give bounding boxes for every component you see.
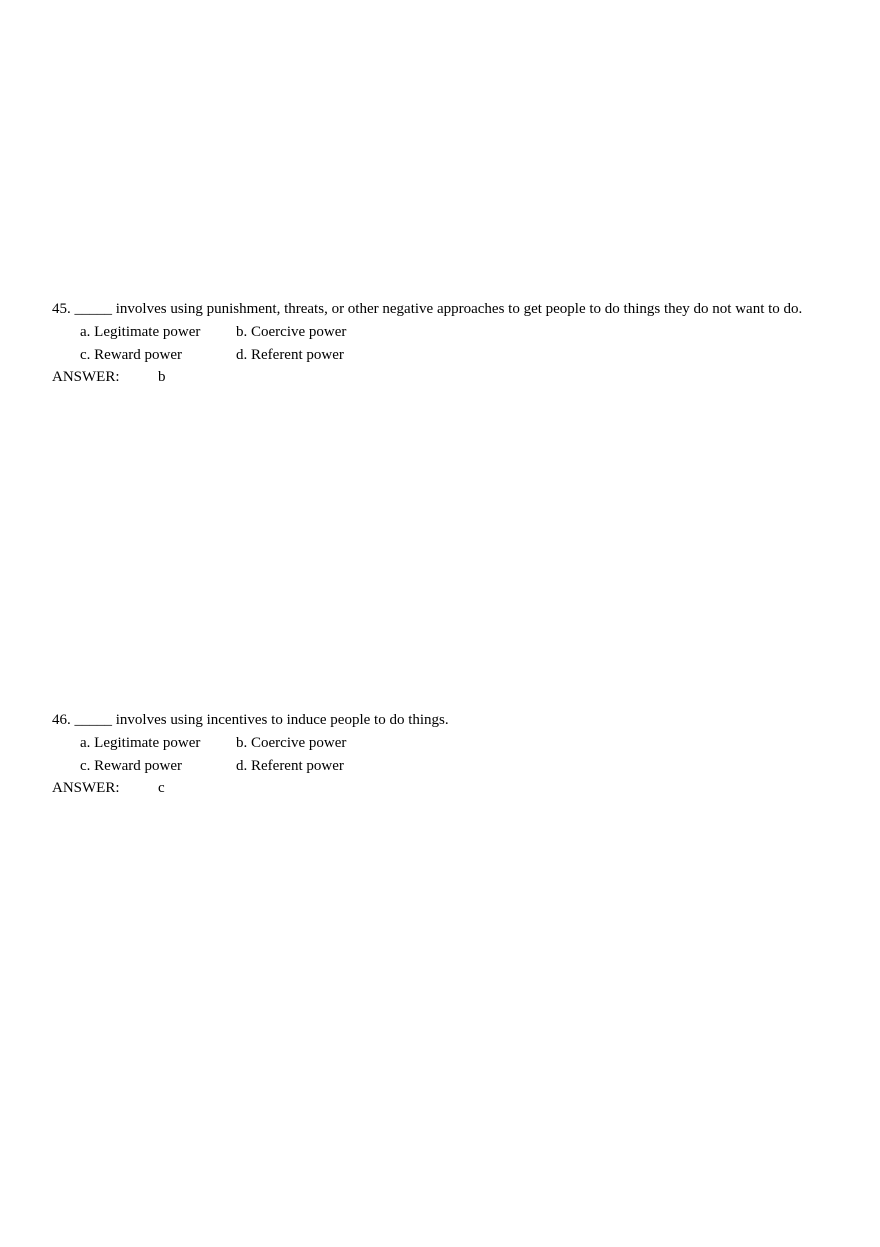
answer-options: [80, 734, 832, 775]
option-b: b. Coercive power: [236, 324, 347, 340]
option-a: a. Legitimate power: [80, 735, 201, 751]
question-text: 46. _____ involves using incentives to induce people to do things.: [52, 712, 449, 728]
option-a: a. Legitimate power: [80, 324, 201, 340]
answer-label: ANSWER:: [52, 369, 120, 385]
answer-label: ANSWER:: [52, 780, 120, 796]
option-d: d. Referent power: [236, 758, 344, 774]
option-d: d. Referent power: [236, 347, 344, 363]
answer-value: c: [158, 780, 165, 796]
answer-row: [52, 368, 832, 386]
option-c: c. Reward power: [80, 758, 183, 774]
question-46: [52, 712, 832, 797]
question-45: [52, 301, 832, 386]
answer-row: [52, 779, 832, 797]
answer-options: [80, 323, 832, 364]
question-text: 45. _____ involves using punishment, threats, or other negative approaches to get people to do things they do not want to do.: [52, 301, 803, 317]
option-b: b. Coercive power: [236, 735, 347, 751]
option-c: c. Reward power: [80, 347, 183, 363]
answer-value: b: [158, 369, 166, 385]
